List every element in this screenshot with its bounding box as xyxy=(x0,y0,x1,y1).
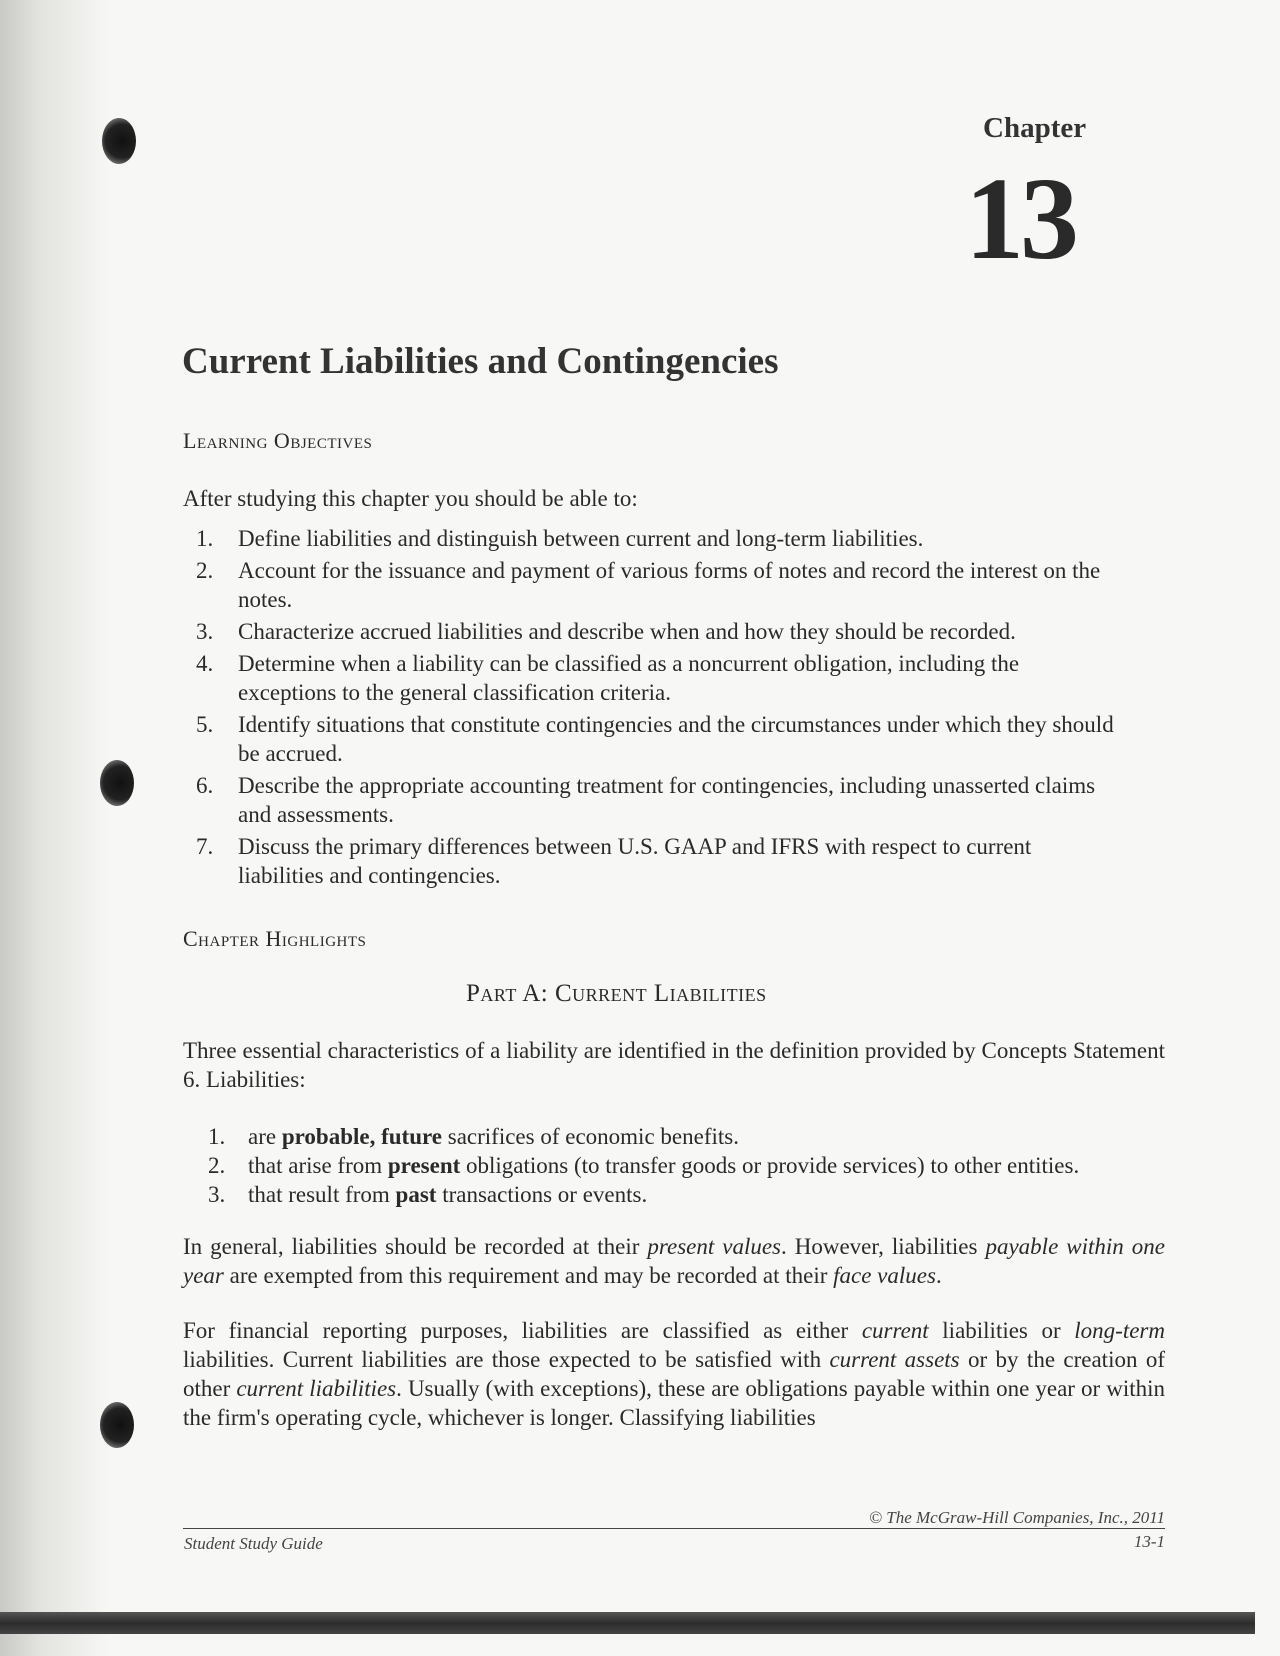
item-text: that arise from present obligations (to transfer goods or provide services) to other entities. xyxy=(248,1153,1080,1178)
item-text: Determine when a liability can be classified as a noncurrent obligation, including the exceptions to the general classification criteria. xyxy=(238,651,1020,705)
item-number: 4. xyxy=(196,651,214,676)
footer-copyright: © The McGraw-Hill Companies, Inc., 2011 xyxy=(869,1508,1165,1527)
item-text: Characterize accrued liabilities and describe when and how they should be recorded. xyxy=(238,619,1016,644)
list-item xyxy=(196,617,1146,646)
binder-hole-bottom xyxy=(100,1402,134,1448)
list-item xyxy=(196,771,1146,829)
list-item xyxy=(196,524,1146,553)
present-values-paragraph: In general, liabilities should be recorded at their present values. However, liabilities payable within one year are exempted from this requirement and may be recorded at their face values. xyxy=(183,1234,1165,1288)
list-item xyxy=(208,1122,1168,1151)
binder-hole-top xyxy=(102,118,136,164)
list-item xyxy=(208,1180,1168,1209)
objectives-list xyxy=(196,524,1146,890)
list-item xyxy=(196,710,1146,768)
page-title: Current Liabilities and Contingencies xyxy=(182,341,779,382)
item-number: 2. xyxy=(208,1153,226,1178)
item-text: Discuss the primary differences between U.S. GAAP and IFRS with respect to current liabilities and contingencies. xyxy=(238,834,1032,888)
item-number: 7. xyxy=(196,834,214,859)
chapter-highlights-heading: Chapter Highlights xyxy=(183,926,367,951)
classification-paragraph: For financial reporting purposes, liabilities are classified as either current liabilities or long-term liabilities. Current liabilities are those expected to be satisfied with current assets or by the creation of other current liabilities. Usually (with exceptions), these are obligations payable within one year or within the firm's operating cycle, whichever is longer. Classifying liabilities xyxy=(183,1318,1165,1430)
item-number: 2. xyxy=(196,558,214,583)
list-item xyxy=(196,556,1146,614)
learning-objectives-heading: Learning Objectives xyxy=(183,428,373,453)
characteristics-intro: Three essential characteristics of a liability are identified in the definition provided by Concepts Statement 6. Liabilities: xyxy=(183,1038,1165,1092)
item-number: 3. xyxy=(196,619,214,644)
item-number: 3. xyxy=(208,1182,226,1207)
item-number: 1. xyxy=(196,526,214,551)
characteristics-list xyxy=(208,1122,1168,1209)
item-text: that result from past transactions or events. xyxy=(248,1182,648,1207)
item-text: Describe the appropriate accounting treatment for contingencies, including unasserted claims and assessments. xyxy=(238,773,1096,827)
item-number: 6. xyxy=(196,773,214,798)
item-text: are probable, future sacrifices of economic benefits. xyxy=(248,1124,739,1149)
list-item xyxy=(196,649,1146,707)
list-item xyxy=(208,1151,1168,1180)
binder-hole-middle xyxy=(100,760,134,806)
scan-bottom-edge xyxy=(0,1612,1255,1634)
item-text: Define liabilities and distinguish between current and long-term liabilities. xyxy=(238,526,924,551)
item-number: 5. xyxy=(196,712,214,737)
item-text: Account for the issuance and payment of various forms of notes and record the interest on the notes. xyxy=(238,558,1101,612)
objectives-intro: After studying this chapter you should be able to: xyxy=(183,486,638,511)
item-number: 1. xyxy=(208,1124,226,1149)
scan-edge-shadow xyxy=(0,0,110,1656)
item-text: Identify situations that constitute contingencies and the circumstances under which they should be accrued. xyxy=(238,712,1114,766)
chapter-number: 13 xyxy=(965,153,1075,284)
chapter-label: Chapter xyxy=(983,112,1087,144)
footer-guide-title: Student Study Guide xyxy=(184,1534,323,1553)
list-item xyxy=(196,832,1146,890)
page-number: 13-1 xyxy=(1133,1532,1165,1551)
part-a-heading: Part A: Current Liabilities xyxy=(466,980,767,1007)
footer-divider xyxy=(183,1528,1165,1529)
